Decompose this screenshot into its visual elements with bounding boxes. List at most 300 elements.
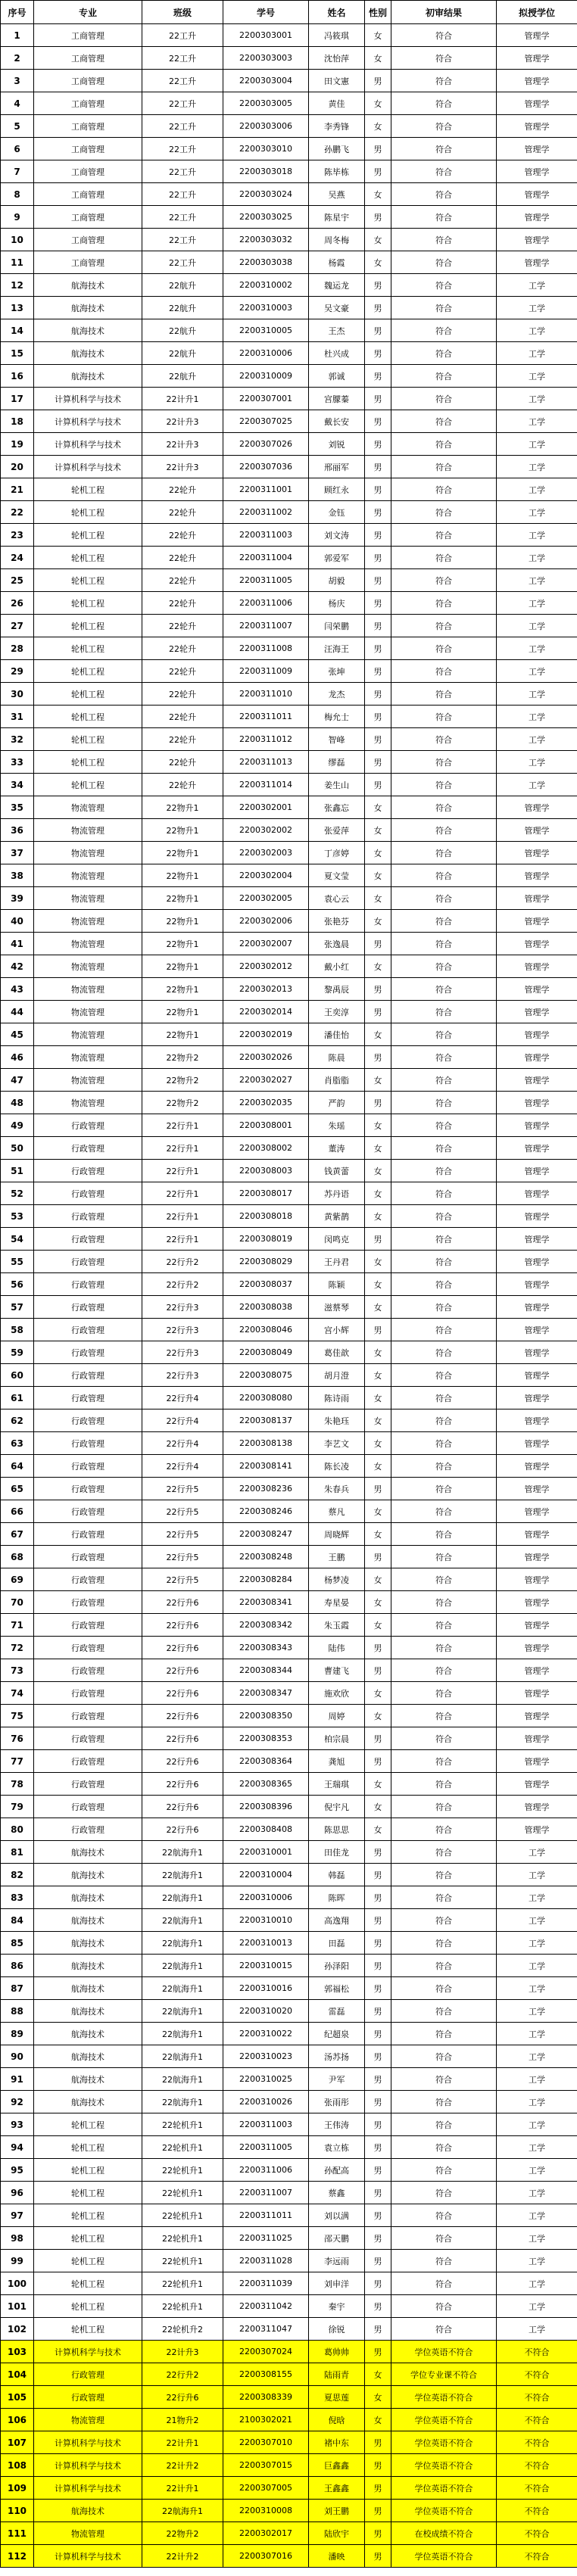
cell-name: 邢丽军 bbox=[309, 456, 365, 478]
cell-student-id: 2200307001 bbox=[223, 388, 309, 410]
cell-name: 蔡凡 bbox=[309, 1500, 365, 1523]
table-row bbox=[1, 2227, 577, 2250]
cell-gender: 女 bbox=[365, 229, 391, 251]
cell-degree: 工学 bbox=[497, 751, 577, 774]
cell-gender: 男 bbox=[365, 2522, 391, 2545]
cell-name: 陈长凌 bbox=[309, 1455, 365, 1478]
table-row bbox=[1, 1409, 577, 1432]
cell-degree: 工学 bbox=[497, 2227, 577, 2250]
cell-gender: 男 bbox=[365, 2272, 391, 2295]
cell-gender: 女 bbox=[365, 1387, 391, 1409]
cell-degree: 管理学 bbox=[497, 1046, 577, 1069]
cell-name: 袁心云 bbox=[309, 887, 365, 910]
table-row bbox=[1, 342, 577, 365]
cell-gender: 女 bbox=[365, 796, 391, 819]
cell-index: 15 bbox=[1, 342, 34, 365]
cell-index: 41 bbox=[1, 933, 34, 955]
cell-major: 行政管理 bbox=[34, 1409, 142, 1432]
cell-student-id: 2200311010 bbox=[223, 683, 309, 706]
cell-index: 96 bbox=[1, 2182, 34, 2204]
cell-major: 物流管理 bbox=[34, 910, 142, 933]
table-row bbox=[1, 2477, 577, 2500]
cell-major: 物流管理 bbox=[34, 1092, 142, 1114]
cell-review-result: 符合 bbox=[391, 2000, 497, 2023]
table-row bbox=[1, 933, 577, 955]
table-row bbox=[1, 2091, 577, 2113]
cell-gender: 男 bbox=[365, 1886, 391, 1909]
cell-degree: 工学 bbox=[497, 660, 577, 683]
cell-name: 李艺文 bbox=[309, 1432, 365, 1455]
cell-student-id: 2200310026 bbox=[223, 2091, 309, 2113]
cell-degree: 不符合 bbox=[497, 2341, 577, 2363]
cell-gender: 男 bbox=[365, 933, 391, 955]
cell-major: 工商管理 bbox=[34, 92, 142, 115]
cell-student-id: 2200311028 bbox=[223, 2250, 309, 2272]
cell-student-id: 2200308141 bbox=[223, 1455, 309, 1478]
cell-gender: 男 bbox=[365, 2204, 391, 2227]
cell-review-result: 符合 bbox=[391, 24, 497, 47]
table-row bbox=[1, 2182, 577, 2204]
cell-major: 物流管理 bbox=[34, 887, 142, 910]
table-row bbox=[1, 501, 577, 524]
cell-student-id: 2200302001 bbox=[223, 796, 309, 819]
cell-student-id: 2200307036 bbox=[223, 456, 309, 478]
cell-class: 22航海升1 bbox=[142, 2068, 223, 2091]
cell-class: 22轮升 bbox=[142, 706, 223, 728]
cell-name: 闫荣鹏 bbox=[309, 615, 365, 637]
cell-name: 朱瑶 bbox=[309, 1114, 365, 1137]
cell-major: 行政管理 bbox=[34, 2386, 142, 2409]
cell-degree: 工学 bbox=[497, 365, 577, 388]
cell-index: 77 bbox=[1, 1750, 34, 1773]
cell-name: 陈星宇 bbox=[309, 206, 365, 229]
cell-degree: 管理学 bbox=[497, 183, 577, 206]
table-row bbox=[1, 206, 577, 229]
table-row bbox=[1, 524, 577, 547]
cell-major: 物流管理 bbox=[34, 819, 142, 842]
cell-gender: 男 bbox=[365, 2159, 391, 2182]
cell-name: 金钰 bbox=[309, 501, 365, 524]
cell-review-result: 符合 bbox=[391, 365, 497, 388]
header-student-id: 学号 bbox=[223, 1, 309, 24]
cell-gender: 男 bbox=[365, 2227, 391, 2250]
cell-index: 86 bbox=[1, 1955, 34, 1977]
table-row bbox=[1, 1364, 577, 1387]
cell-major: 物流管理 bbox=[34, 2409, 142, 2431]
cell-student-id: 2200308408 bbox=[223, 1818, 309, 1841]
cell-student-id: 2100302021 bbox=[223, 2409, 309, 2431]
cell-major: 航海技术 bbox=[34, 297, 142, 319]
cell-class: 22轮升 bbox=[142, 478, 223, 501]
cell-major: 轮机工程 bbox=[34, 478, 142, 501]
cell-major: 物流管理 bbox=[34, 955, 142, 978]
table-row bbox=[1, 1682, 577, 1705]
cell-gender: 男 bbox=[365, 751, 391, 774]
cell-degree: 工学 bbox=[497, 2159, 577, 2182]
cell-class: 22行升2 bbox=[142, 1251, 223, 1273]
cell-name: 杨霞 bbox=[309, 251, 365, 274]
table-row bbox=[1, 728, 577, 751]
cell-gender: 女 bbox=[365, 183, 391, 206]
cell-index: 91 bbox=[1, 2068, 34, 2091]
cell-index: 47 bbox=[1, 1069, 34, 1092]
cell-index: 31 bbox=[1, 706, 34, 728]
cell-major: 轮机工程 bbox=[34, 501, 142, 524]
cell-gender: 男 bbox=[365, 547, 391, 569]
cell-class: 22行升4 bbox=[142, 1432, 223, 1455]
cell-student-id: 2200303018 bbox=[223, 160, 309, 183]
cell-class: 22行升6 bbox=[142, 1659, 223, 1682]
cell-gender: 女 bbox=[365, 955, 391, 978]
cell-degree: 工学 bbox=[497, 637, 577, 660]
cell-student-id: 2200302014 bbox=[223, 1001, 309, 1023]
cell-gender: 男 bbox=[365, 1977, 391, 2000]
cell-name: 寿星晏 bbox=[309, 1591, 365, 1614]
cell-review-result: 符合 bbox=[391, 1841, 497, 1864]
cell-degree: 管理学 bbox=[497, 796, 577, 819]
cell-review-result: 符合 bbox=[391, 1296, 497, 1319]
cell-index: 88 bbox=[1, 2000, 34, 2023]
cell-class: 22行升2 bbox=[142, 2363, 223, 2386]
cell-gender: 女 bbox=[365, 1296, 391, 1319]
cell-major: 行政管理 bbox=[34, 1114, 142, 1137]
cell-major: 物流管理 bbox=[34, 1001, 142, 1023]
table-row bbox=[1, 955, 577, 978]
cell-gender: 男 bbox=[365, 1932, 391, 1955]
cell-name: 雷磊 bbox=[309, 2000, 365, 2023]
cell-review-result: 符合 bbox=[391, 660, 497, 683]
cell-review-result: 符合 bbox=[391, 1432, 497, 1455]
cell-index: 80 bbox=[1, 1818, 34, 1841]
cell-degree: 管理学 bbox=[497, 1023, 577, 1046]
cell-student-id: 2200311008 bbox=[223, 637, 309, 660]
cell-degree: 工学 bbox=[497, 297, 577, 319]
cell-class: 22轮升 bbox=[142, 774, 223, 796]
cell-review-result: 符合 bbox=[391, 637, 497, 660]
cell-gender: 女 bbox=[365, 2386, 391, 2409]
cell-class: 22轮升 bbox=[142, 660, 223, 683]
cell-degree: 工学 bbox=[497, 2318, 577, 2341]
table-row bbox=[1, 274, 577, 297]
cell-major: 轮机工程 bbox=[34, 547, 142, 569]
cell-degree: 管理学 bbox=[497, 842, 577, 864]
cell-degree: 工学 bbox=[497, 592, 577, 615]
cell-degree: 管理学 bbox=[497, 1500, 577, 1523]
cell-review-result: 符合 bbox=[391, 115, 497, 138]
cell-class: 22工升 bbox=[142, 183, 223, 206]
cell-major: 轮机工程 bbox=[34, 524, 142, 547]
cell-class: 21物升2 bbox=[142, 2409, 223, 2431]
cell-name: 田文憲 bbox=[309, 70, 365, 92]
cell-class: 22工升 bbox=[142, 160, 223, 183]
cell-name: 张雨彤 bbox=[309, 2091, 365, 2113]
cell-degree: 不符合 bbox=[497, 2386, 577, 2409]
cell-class: 22航海升1 bbox=[142, 2023, 223, 2045]
cell-class: 22行升5 bbox=[142, 1500, 223, 1523]
cell-index: 25 bbox=[1, 569, 34, 592]
cell-review-result: 符合 bbox=[391, 887, 497, 910]
cell-name: 张艳芬 bbox=[309, 910, 365, 933]
cell-gender: 男 bbox=[365, 2113, 391, 2136]
cell-student-id: 2200311042 bbox=[223, 2295, 309, 2318]
cell-index: 14 bbox=[1, 319, 34, 342]
table-row bbox=[1, 456, 577, 478]
cell-major: 航海技术 bbox=[34, 319, 142, 342]
cell-major: 轮机工程 bbox=[34, 569, 142, 592]
cell-class: 22工升 bbox=[142, 70, 223, 92]
cell-degree: 工学 bbox=[497, 501, 577, 524]
cell-degree: 管理学 bbox=[497, 1296, 577, 1319]
cell-class: 22航海升1 bbox=[142, 1977, 223, 2000]
cell-index: 72 bbox=[1, 1637, 34, 1659]
table-row bbox=[1, 2113, 577, 2136]
cell-name: 潘映 bbox=[309, 2545, 365, 2568]
cell-major: 行政管理 bbox=[34, 1614, 142, 1637]
cell-degree: 工学 bbox=[497, 2068, 577, 2091]
cell-degree: 工学 bbox=[497, 410, 577, 433]
table-row bbox=[1, 1046, 577, 1069]
cell-gender: 女 bbox=[365, 251, 391, 274]
cell-name: 李秀锋 bbox=[309, 115, 365, 138]
table-row bbox=[1, 297, 577, 319]
cell-student-id: 2200302004 bbox=[223, 864, 309, 887]
cell-index: 35 bbox=[1, 796, 34, 819]
cell-name: 陈诗雨 bbox=[309, 1387, 365, 1409]
cell-gender: 男 bbox=[365, 2454, 391, 2477]
cell-review-result: 符合 bbox=[391, 1614, 497, 1637]
cell-index: 4 bbox=[1, 92, 34, 115]
cell-review-result: 符合 bbox=[391, 2272, 497, 2295]
cell-review-result: 符合 bbox=[391, 1546, 497, 1568]
cell-degree: 工学 bbox=[497, 728, 577, 751]
cell-index: 49 bbox=[1, 1114, 34, 1137]
cell-gender: 男 bbox=[365, 774, 391, 796]
cell-class: 22计升2 bbox=[142, 2454, 223, 2477]
cell-class: 22行升1 bbox=[142, 1160, 223, 1182]
cell-student-id: 2200311047 bbox=[223, 2318, 309, 2341]
cell-gender: 男 bbox=[365, 70, 391, 92]
cell-class: 22航海升1 bbox=[142, 2045, 223, 2068]
cell-review-result: 符合 bbox=[391, 1069, 497, 1092]
cell-degree: 管理学 bbox=[497, 70, 577, 92]
cell-gender: 男 bbox=[365, 2250, 391, 2272]
cell-degree: 不符合 bbox=[497, 2409, 577, 2431]
cell-name: 潘佳怡 bbox=[309, 1023, 365, 1046]
cell-class: 22行升1 bbox=[142, 1137, 223, 1160]
cell-name: 褚中东 bbox=[309, 2431, 365, 2454]
cell-degree: 工学 bbox=[497, 547, 577, 569]
cell-index: 33 bbox=[1, 751, 34, 774]
cell-student-id: 2200310009 bbox=[223, 365, 309, 388]
cell-student-id: 2200308364 bbox=[223, 1750, 309, 1773]
table-row bbox=[1, 751, 577, 774]
cell-degree: 管理学 bbox=[497, 910, 577, 933]
cell-gender: 男 bbox=[365, 683, 391, 706]
cell-review-result: 符合 bbox=[391, 1228, 497, 1251]
cell-index: 16 bbox=[1, 365, 34, 388]
cell-review-result: 符合 bbox=[391, 1023, 497, 1046]
cell-review-result: 符合 bbox=[391, 796, 497, 819]
table-row bbox=[1, 1137, 577, 1160]
table-row bbox=[1, 1659, 577, 1682]
cell-student-id: 2200303004 bbox=[223, 70, 309, 92]
cell-name: 张鑫忘 bbox=[309, 796, 365, 819]
cell-student-id: 2200308247 bbox=[223, 1523, 309, 1546]
cell-class: 22物升2 bbox=[142, 1046, 223, 1069]
cell-degree: 管理学 bbox=[497, 115, 577, 138]
cell-gender: 男 bbox=[365, 2023, 391, 2045]
cell-review-result: 符合 bbox=[391, 1591, 497, 1614]
cell-gender: 男 bbox=[365, 637, 391, 660]
table-row bbox=[1, 1909, 577, 1932]
cell-review-result: 符合 bbox=[391, 388, 497, 410]
cell-index: 27 bbox=[1, 615, 34, 637]
cell-review-result: 符合 bbox=[391, 1500, 497, 1523]
cell-class: 22行升6 bbox=[142, 1682, 223, 1705]
cell-review-result: 符合 bbox=[391, 1705, 497, 1727]
cell-class: 22行升3 bbox=[142, 1296, 223, 1319]
table-row bbox=[1, 1591, 577, 1614]
cell-major: 航海技术 bbox=[34, 1864, 142, 1886]
cell-major: 轮机工程 bbox=[34, 2136, 142, 2159]
cell-class: 22轮升 bbox=[142, 728, 223, 751]
cell-student-id: 2200308017 bbox=[223, 1182, 309, 1205]
cell-class: 22行升6 bbox=[142, 1727, 223, 1750]
table-row bbox=[1, 2318, 577, 2341]
cell-degree: 工学 bbox=[497, 2091, 577, 2113]
table-row bbox=[1, 978, 577, 1001]
cell-degree: 工学 bbox=[497, 774, 577, 796]
table-row bbox=[1, 2159, 577, 2182]
cell-student-id: 2200311006 bbox=[223, 592, 309, 615]
cell-name: 孙泽阳 bbox=[309, 1955, 365, 1977]
cell-major: 物流管理 bbox=[34, 1023, 142, 1046]
cell-class: 22工升 bbox=[142, 206, 223, 229]
cell-gender: 男 bbox=[365, 2477, 391, 2500]
table-row bbox=[1, 706, 577, 728]
cell-index: 82 bbox=[1, 1864, 34, 1886]
cell-class: 22行升1 bbox=[142, 1228, 223, 1251]
cell-major: 轮机工程 bbox=[34, 2295, 142, 2318]
cell-index: 111 bbox=[1, 2522, 34, 2545]
cell-student-id: 2200303038 bbox=[223, 251, 309, 274]
cell-major: 工商管理 bbox=[34, 229, 142, 251]
cell-review-result: 符合 bbox=[391, 1886, 497, 1909]
cell-name: 顾红永 bbox=[309, 478, 365, 501]
cell-degree: 不符合 bbox=[497, 2431, 577, 2454]
cell-major: 行政管理 bbox=[34, 2363, 142, 2386]
cell-student-id: 2200310005 bbox=[223, 319, 309, 342]
table-row bbox=[1, 410, 577, 433]
cell-degree: 管理学 bbox=[497, 1160, 577, 1182]
cell-degree: 工学 bbox=[497, 274, 577, 297]
cell-major: 行政管理 bbox=[34, 1432, 142, 1455]
cell-name: 纪超泉 bbox=[309, 2023, 365, 2045]
cell-degree: 管理学 bbox=[497, 1818, 577, 1841]
cell-degree: 管理学 bbox=[497, 229, 577, 251]
cell-review-result: 符合 bbox=[391, 2250, 497, 2272]
cell-review-result: 学位英语不符合 bbox=[391, 2431, 497, 2454]
cell-class: 22航海升1 bbox=[142, 2500, 223, 2522]
cell-class: 22航升 bbox=[142, 274, 223, 297]
cell-gender: 男 bbox=[365, 2500, 391, 2522]
cell-student-id: 2200302019 bbox=[223, 1023, 309, 1046]
cell-index: 63 bbox=[1, 1432, 34, 1455]
cell-index: 97 bbox=[1, 2204, 34, 2227]
cell-review-result: 符合 bbox=[391, 2204, 497, 2227]
cell-major: 轮机工程 bbox=[34, 2318, 142, 2341]
cell-review-result: 符合 bbox=[391, 1251, 497, 1273]
cell-class: 22轮机升1 bbox=[142, 2159, 223, 2182]
cell-student-id: 2200311014 bbox=[223, 774, 309, 796]
cell-gender: 男 bbox=[365, 592, 391, 615]
cell-gender: 男 bbox=[365, 138, 391, 160]
cell-student-id: 2200311009 bbox=[223, 660, 309, 683]
cell-name: 孙鹏飞 bbox=[309, 138, 365, 160]
cell-degree: 管理学 bbox=[497, 1568, 577, 1591]
table-row bbox=[1, 365, 577, 388]
cell-gender: 女 bbox=[365, 1773, 391, 1796]
cell-name: 田磊 bbox=[309, 1932, 365, 1955]
cell-gender: 男 bbox=[365, 365, 391, 388]
cell-student-id: 2200310020 bbox=[223, 2000, 309, 2023]
cell-major: 轮机工程 bbox=[34, 728, 142, 751]
cell-name: 缪磊 bbox=[309, 751, 365, 774]
header-name: 姓名 bbox=[309, 1, 365, 24]
table-row bbox=[1, 1841, 577, 1864]
cell-class: 22工升 bbox=[142, 251, 223, 274]
cell-review-result: 符合 bbox=[391, 1796, 497, 1818]
table-row bbox=[1, 1705, 577, 1727]
cell-index: 8 bbox=[1, 183, 34, 206]
table-row bbox=[1, 2068, 577, 2091]
cell-review-result: 符合 bbox=[391, 2045, 497, 2068]
cell-index: 84 bbox=[1, 1909, 34, 1932]
cell-class: 22行升6 bbox=[142, 1750, 223, 1773]
cell-degree: 工学 bbox=[497, 2250, 577, 2272]
cell-name: 周晓辉 bbox=[309, 1523, 365, 1546]
cell-major: 计算机科学与技术 bbox=[34, 2341, 142, 2363]
cell-gender: 男 bbox=[365, 206, 391, 229]
cell-degree: 工学 bbox=[497, 2045, 577, 2068]
cell-class: 22物升1 bbox=[142, 1001, 223, 1023]
cell-degree: 管理学 bbox=[497, 1251, 577, 1273]
cell-degree: 管理学 bbox=[497, 47, 577, 70]
cell-major: 航海技术 bbox=[34, 1977, 142, 2000]
cell-student-id: 2200308341 bbox=[223, 1591, 309, 1614]
cell-name: 刘文涛 bbox=[309, 524, 365, 547]
cell-review-result: 符合 bbox=[391, 274, 497, 297]
cell-name: 梅允士 bbox=[309, 706, 365, 728]
cell-gender: 男 bbox=[365, 1864, 391, 1886]
cell-degree: 工学 bbox=[497, 2000, 577, 2023]
cell-gender: 男 bbox=[365, 2068, 391, 2091]
cell-student-id: 2200311007 bbox=[223, 2182, 309, 2204]
cell-index: 43 bbox=[1, 978, 34, 1001]
cell-name: 刘锐 bbox=[309, 433, 365, 456]
cell-name: 刘申洋 bbox=[309, 2272, 365, 2295]
cell-name: 邵天鹏 bbox=[309, 2227, 365, 2250]
cell-major: 航海技术 bbox=[34, 2000, 142, 2023]
cell-student-id: 2200311007 bbox=[223, 615, 309, 637]
cell-major: 轮机工程 bbox=[34, 2182, 142, 2204]
cell-gender: 男 bbox=[365, 569, 391, 592]
cell-index: 74 bbox=[1, 1682, 34, 1705]
cell-degree: 管理学 bbox=[497, 1137, 577, 1160]
cell-degree: 管理学 bbox=[497, 864, 577, 887]
cell-name: 张坤 bbox=[309, 660, 365, 683]
cell-major: 工商管理 bbox=[34, 138, 142, 160]
